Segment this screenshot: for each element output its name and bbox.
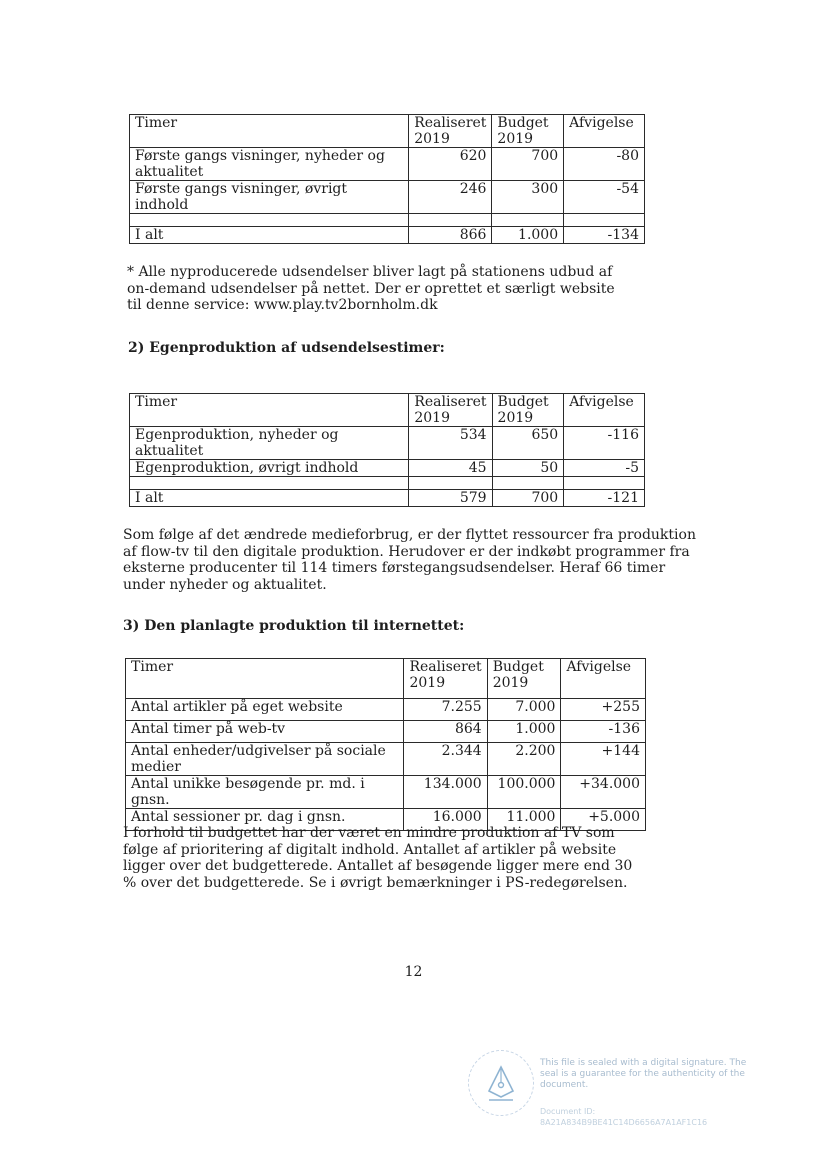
seal-document-id: [540, 1106, 707, 1128]
cell-budget: 1.000: [492, 227, 564, 244]
table-header-row: [126, 659, 646, 699]
cell-realized: 2.344: [404, 743, 487, 776]
cell-realized: 7.255: [404, 699, 487, 721]
cell-realized: 579: [409, 490, 492, 507]
table-row: [126, 776, 646, 809]
section-heading-3: 3) Den planlagte produktion til internettet:: [123, 618, 465, 634]
column-header: Budget 2019: [487, 659, 561, 699]
cell-realized: 45: [409, 460, 492, 477]
table-row: [126, 699, 646, 721]
table-header-row: [130, 115, 645, 148]
footnote-on-demand: * Alle nyproducerede udsendelser bliver lagt på stationens udbud af on-demand udsendelser på nettet. Der er oprettet et særligt website til denne service: www.play.tv2bornholm.dk: [127, 264, 615, 313]
column-header: Afvigelse: [564, 394, 645, 427]
table-row: [126, 721, 646, 743]
row-label: I alt: [130, 227, 409, 244]
cell-budget: 11.000: [487, 809, 561, 831]
cell-deviation: -121: [564, 490, 645, 507]
cell-deviation: +34.000: [561, 776, 646, 809]
cell-realized: 246: [409, 181, 492, 214]
row-label: Antal unikke besøgende pr. md. i gnsn.: [126, 776, 404, 809]
column-header: Budget 2019: [492, 115, 564, 148]
cell-deviation: -54: [564, 181, 645, 214]
cell-deviation: +255: [561, 699, 646, 721]
row-label: Egenproduktion, øvrigt indhold: [130, 460, 409, 477]
table-internet-production: [125, 658, 646, 831]
cell-budget: 700: [492, 148, 564, 181]
page-number: 12: [404, 964, 423, 980]
paragraph-media-consumption: Som følge af det ændrede medieforbrug, er der flyttet ressourcer fra produktion af flow-tv til den digitale produktion. Herudover er der indkøbt programmer fra eksterne producenter til 114 timers førstegangsudsendelser. Heraf 66 timer under nyheder og aktualitet.: [123, 527, 696, 593]
pen-nib-seal-icon: [468, 1050, 534, 1116]
cell-deviation: -134: [564, 227, 645, 244]
table-first-run-hours: [129, 114, 645, 244]
cell-budget: 300: [492, 181, 564, 214]
cell-deviation: -80: [564, 148, 645, 181]
table-row: [130, 460, 645, 477]
row-label: Antal artikler på eget website: [126, 699, 404, 721]
cell-budget: 50: [492, 460, 564, 477]
column-header: Realiseret 2019: [404, 659, 487, 699]
column-header: Afvigelse: [564, 115, 645, 148]
column-header: Realiseret 2019: [409, 115, 492, 148]
cell-deviation: -136: [561, 721, 646, 743]
column-header: Realiseret 2019: [409, 394, 492, 427]
digital-seal: [468, 1046, 748, 1136]
row-label: Egenproduktion, nyheder og aktualitet: [130, 427, 409, 460]
table-own-production-hours: [129, 393, 645, 507]
table-row: [130, 181, 645, 214]
cell-deviation: +144: [561, 743, 646, 776]
column-header: Afvigelse: [561, 659, 646, 699]
cell-budget: 650: [492, 427, 564, 460]
table-header-row: [130, 394, 645, 427]
cell-budget: 1.000: [487, 721, 561, 743]
column-header: Budget 2019: [492, 394, 564, 427]
seal-doc-id-value: 8A21A834B9BE41C14D6656A7A1AF1C16: [540, 1118, 708, 1127]
cell-budget: 7.000: [487, 699, 561, 721]
column-header: Timer: [130, 115, 409, 148]
row-label: Antal sessioner pr. dag i gnsn.: [126, 809, 404, 831]
seal-text: This file is sealed with a digital signature. The seal is a guarantee for the authenticity of the document.: [540, 1058, 747, 1090]
cell-realized: 134.000: [404, 776, 487, 809]
cell-budget: 100.000: [487, 776, 561, 809]
cell-deviation: +5.000: [561, 809, 646, 831]
seal-doc-id-label: Document ID:: [540, 1107, 596, 1116]
row-label: Første gangs visninger, øvrigt indhold: [130, 181, 409, 214]
cell-realized: 864: [404, 721, 487, 743]
cell-budget: 700: [492, 490, 564, 507]
column-header: Timer: [126, 659, 404, 699]
row-label: I alt: [130, 490, 409, 507]
row-label: Antal timer på web-tv: [126, 721, 404, 743]
table-spacer-row: [130, 214, 645, 227]
table-total-row: [130, 227, 645, 244]
cell-realized: 534: [409, 427, 492, 460]
table-total-row: [130, 490, 645, 507]
row-label: Første gangs visninger, nyheder og aktualitet: [130, 148, 409, 181]
cell-realized: 620: [409, 148, 492, 181]
paragraph-budget-comparison: I forhold til budgettet har der været en mindre produktion af TV som følge af prioritering af digitalt indhold. Antallet af artikler på website ligger over det budgetterede. Antallet af besøgende ligger mere end 30 % over det budgetterede. Se i øvrigt bemærkninger i PS-redegørelsen.: [123, 825, 633, 891]
table-row: [130, 427, 645, 460]
column-header: Timer: [130, 394, 409, 427]
table-row: [126, 743, 646, 776]
table-row: [130, 148, 645, 181]
cell-deviation: -5: [564, 460, 645, 477]
cell-budget: 2.200: [487, 743, 561, 776]
table-spacer-row: [130, 477, 645, 490]
cell-realized: 866: [409, 227, 492, 244]
row-label: Antal enheder/udgivelser på sociale medier: [126, 743, 404, 776]
cell-deviation: -116: [564, 427, 645, 460]
cell-realized: 16.000: [404, 809, 487, 831]
section-heading-2: 2) Egenproduktion af udsendelsestimer:: [128, 340, 445, 356]
